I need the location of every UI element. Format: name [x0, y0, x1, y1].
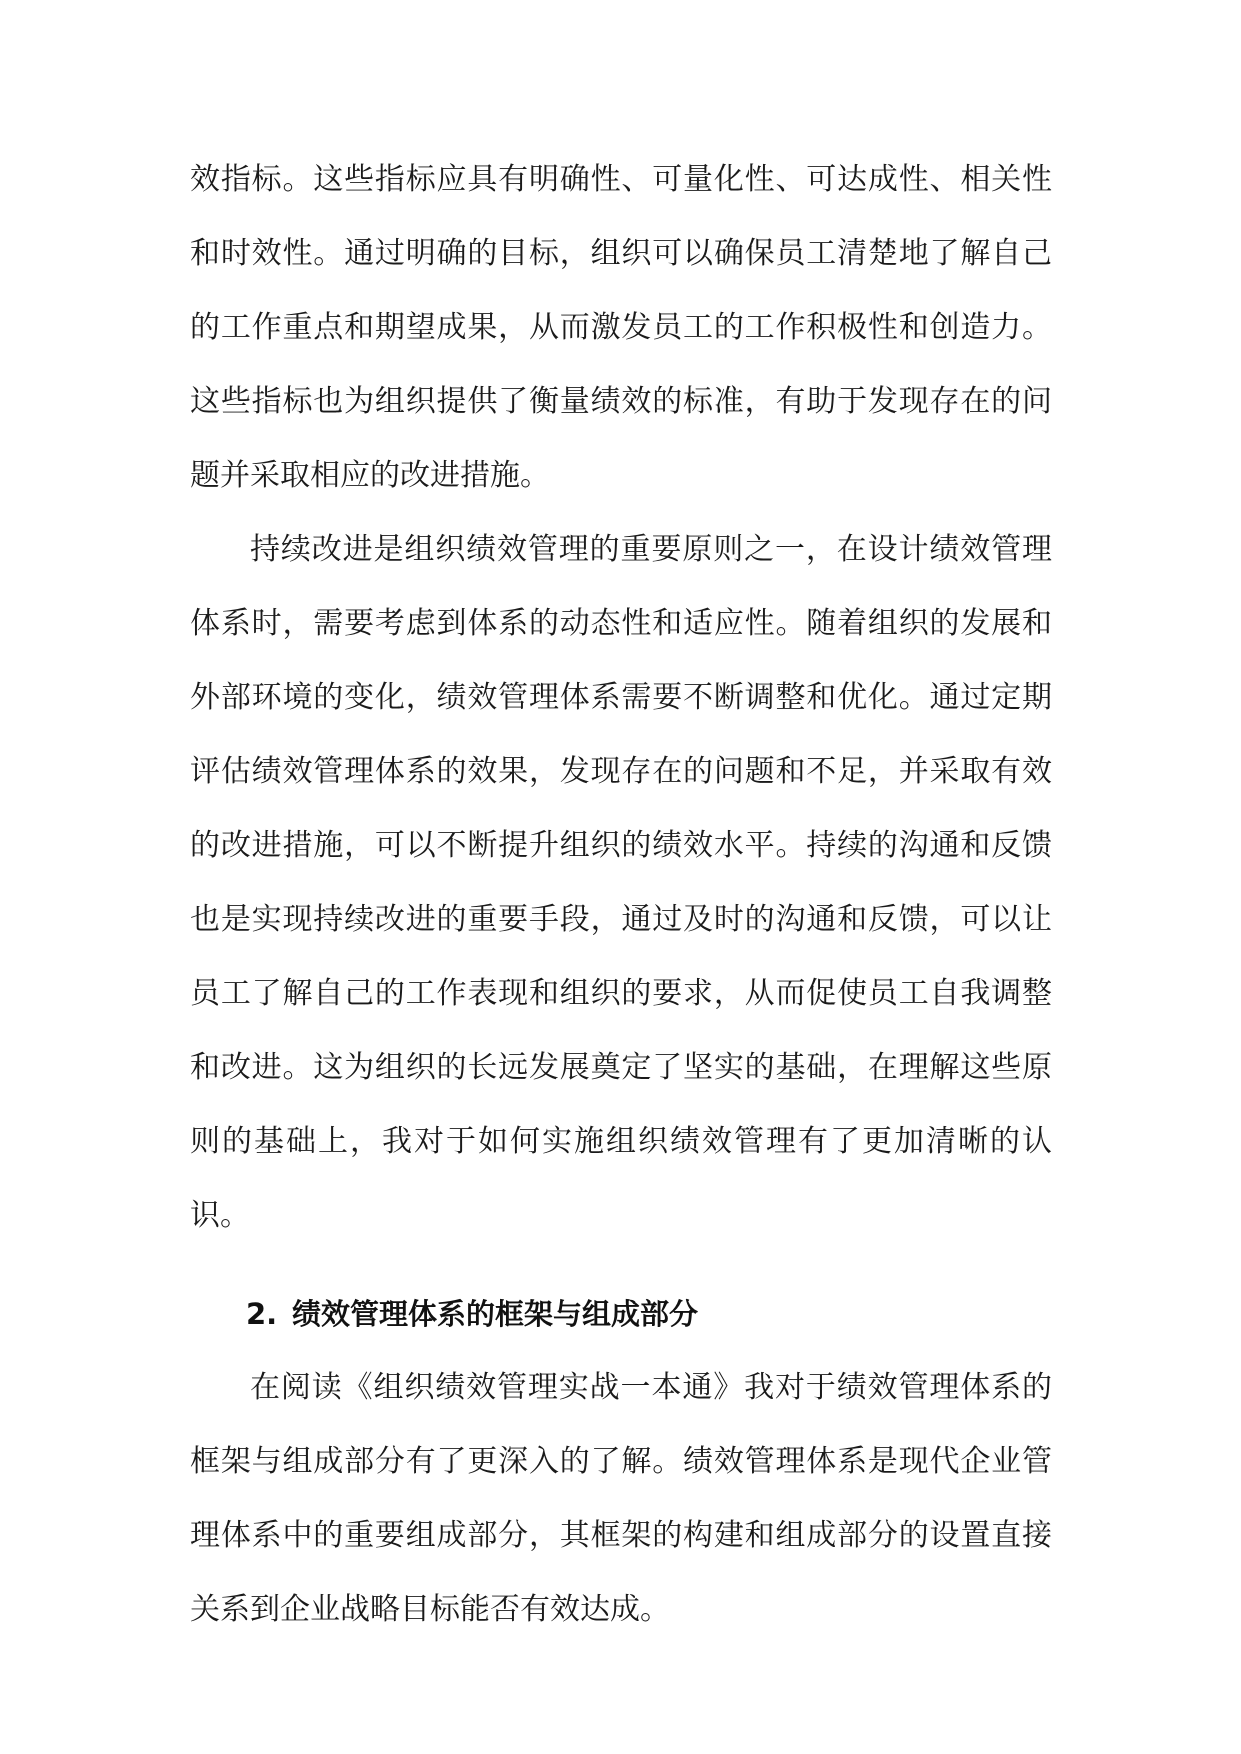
- paragraph-performance-indicators: 效指标。这些指标应具有明确性、可量化性、可达成性、相关性和时效性。通过明确的目标，组织可以确保员工清楚地了解自己的工作重点和期望成果，从而激发员工的工作积极性和创造力。这些指标也为组织提供了衡量绩效的标准，有助于发现存在的问题并采取相应的改进措施。: [190, 162, 1052, 493]
- document-body: [190, 143, 1052, 1647]
- section-heading: [190, 1277, 1052, 1351]
- paragraph-continuous-improvement: 持续改进是组织绩效管理的重要原则之一，在设计绩效管理体系时，需要考虑到体系的动态性和适应性。随着组织的发展和外部环境的变化，绩效管理体系需要不断调整和优化。通过定期评估绩效管理体系的效果，发现存在的问题和不足，并采取有效的改进措施，可以不断提升组织的绩效水平。持续的沟通和反馈也是实现持续改进的重要手段，通过及时的沟通和反馈，可以让员工了解自己的工作表现和组织的要求，从而促使员工自我调整和改进。这为组织的长远发展奠定了坚实的基础，在理解这些原则的基础上，我对于如何实施组织绩效管理有了更加清晰的认识。: [190, 532, 1052, 1233]
- paragraph-framework-intro: 在阅读《组织绩效管理实战一本通》我对于绩效管理体系的框架与组成部分有了更深入的了解。绩效管理体系是现代企业管理体系中的重要组成部分，其框架的构建和组成部分的设置直接关系到企业战略目标能否有效达成。: [190, 1370, 1052, 1627]
- section-title: 绩效管理体系的框架与组成部分: [292, 1297, 699, 1331]
- section-number: 2.: [246, 1297, 278, 1331]
